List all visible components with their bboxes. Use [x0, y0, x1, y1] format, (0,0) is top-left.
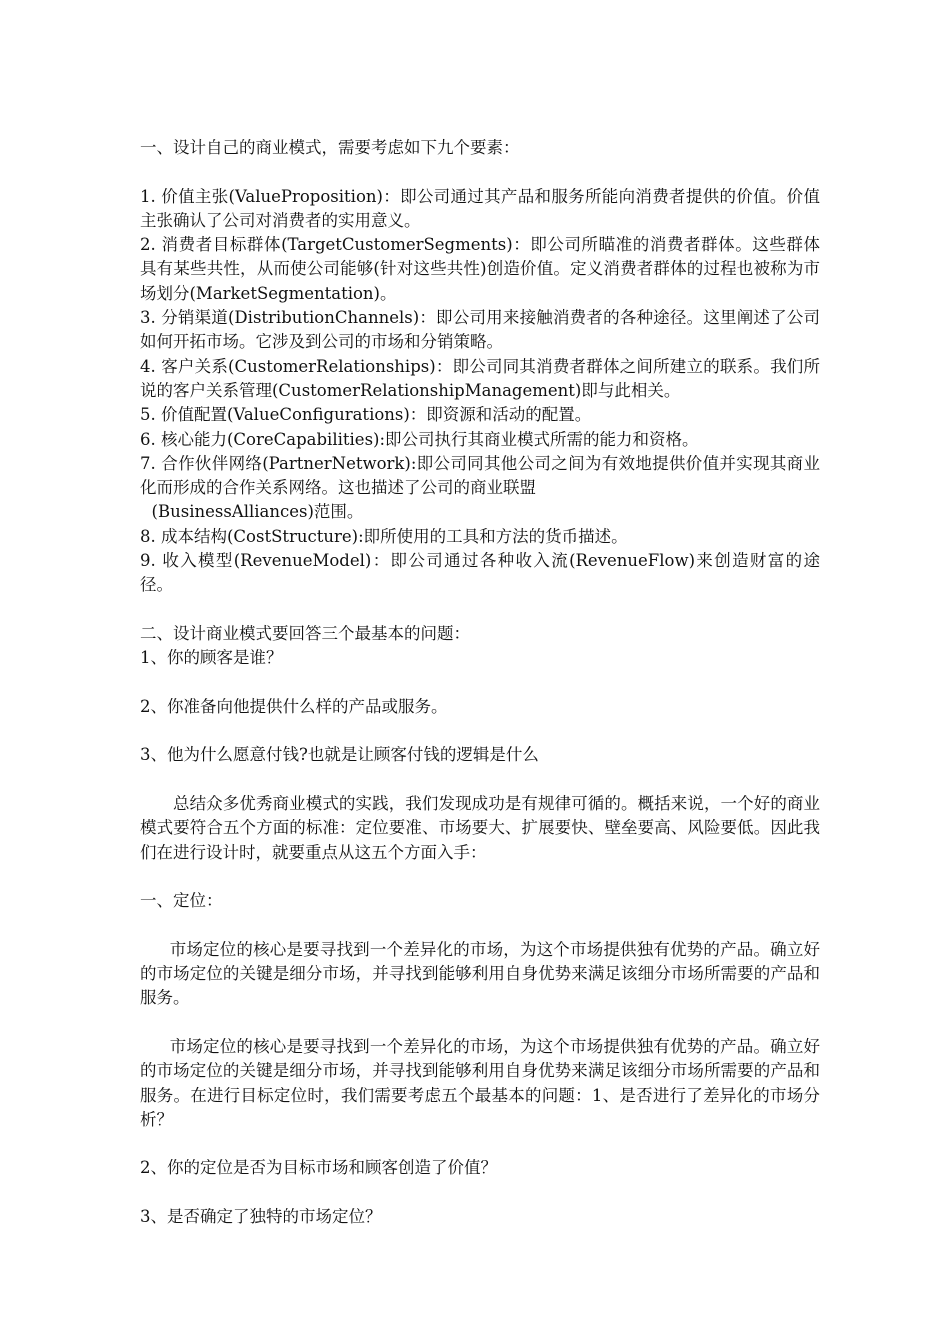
question-2: 2、你准备向他提供什么样的产品或服务。	[140, 696, 448, 716]
spacer	[140, 1011, 820, 1035]
element-item-3: 3. 分销渠道(DistributionChannels)：即公司用来接触消费者的各种途径。这里阐述了公司如何开拓市场。它涉及到公司的市场和分销策略。	[140, 308, 820, 352]
document-body	[140, 136, 820, 1229]
element-item-9: 9. 收入模型(RevenueModel)：即公司通过各种收入流(RevenueFlow)来创造财富的途径。	[140, 551, 820, 595]
spacer	[140, 1181, 820, 1205]
spacer	[140, 160, 820, 184]
summary-paragraph: 总结众多优秀商业模式的实践，我们发现成功是有规律可循的。概括来说，一个好的商业模式要符合五个方面的标准：定位要准、市场要大、扩展要快、壁垒要高、风险要低。因此我们在进行设计时，就要重点从这五个方面入手：	[140, 794, 820, 862]
spacer	[140, 914, 820, 938]
positioning-paragraph-2: 市场定位的核心是要寻找到一个差异化的市场，为这个市场提供独有优势的产品。确立好的市场定位的关键是细分市场，并寻找到能够利用自身优势来满足该细分市场所需要的产品和服务。在进行目标定位时，我们需要考虑五个最基本的问题：1、是否进行了差异化的市场分析？	[140, 1036, 820, 1129]
element-item-8: 8. 成本结构(CostStructure):即所使用的工具和方法的货币描述。	[140, 526, 628, 546]
spacer	[140, 865, 820, 889]
element-item-4: 4. 客户关系(CustomerRelationships)：即公司同其消费者群体之间所建立的联系。我们所说的客户关系管理(CustomerRelationshipManagement)即与此相关。	[140, 356, 820, 400]
section-heading-three-questions: 二、设计商业模式要回答三个最基本的问题：	[140, 623, 470, 643]
section-heading-nine-elements: 一、设计自己的商业模式，需要考虑如下九个要素：	[140, 138, 520, 157]
spacer	[140, 598, 820, 622]
question-1: 1、你的顾客是谁？	[140, 648, 283, 668]
element-item-7: 7. 合作伙伴网络(PartnerNetwork):即公司同其他公司之间为有效地提供价值并实现其商业化而形成的合作关系网络。这也描述了公司的商业联盟	[140, 453, 820, 498]
element-item-7-continuation: (BusinessAlliances)范围。	[151, 502, 364, 522]
spacer	[140, 719, 820, 743]
element-item-5: 5. 价值配置(ValueConfigurations)：即资源和活动的配置。	[140, 405, 592, 425]
positioning-heading: 一、定位：	[140, 891, 223, 911]
element-item-1: 1. 价值主张(ValueProposition)：即公司通过其产品和服务所能向消费者提供的价值。价值主张确认了公司对消费者的实用意义。	[140, 186, 820, 230]
spacer	[140, 1132, 820, 1156]
positioning-paragraph-1: 市场定位的核心是要寻找到一个差异化的市场，为这个市场提供独有优势的产品。确立好的市场定位的关键是细分市场，并寻找到能够利用自身优势来满足该细分市场所需要的产品和服务。	[140, 939, 820, 1008]
element-item-6: 6. 核心能力(CoreCapabilities):即公司执行其商业模式所需的能力和资格。	[140, 429, 699, 449]
question-3: 3、他为什么愿意付钱?也就是让顾客付钱的逻辑是什么	[140, 745, 539, 765]
positioning-question-3: 3、是否确定了独特的市场定位？	[140, 1207, 382, 1227]
positioning-question-2: 2、你的定位是否为目标市场和顾客创造了价值？	[140, 1158, 497, 1178]
spacer	[140, 671, 820, 695]
element-item-2: 2. 消费者目标群体(TargetCustomerSegments)：即公司所瞄准的消费者群体。这些群体具有某些共性，从而使公司能够(针对这些共性)创造价值。定义消费者群体的过程也被称为市场划分(MarketSegmentation)。	[140, 235, 820, 303]
spacer	[140, 768, 820, 792]
